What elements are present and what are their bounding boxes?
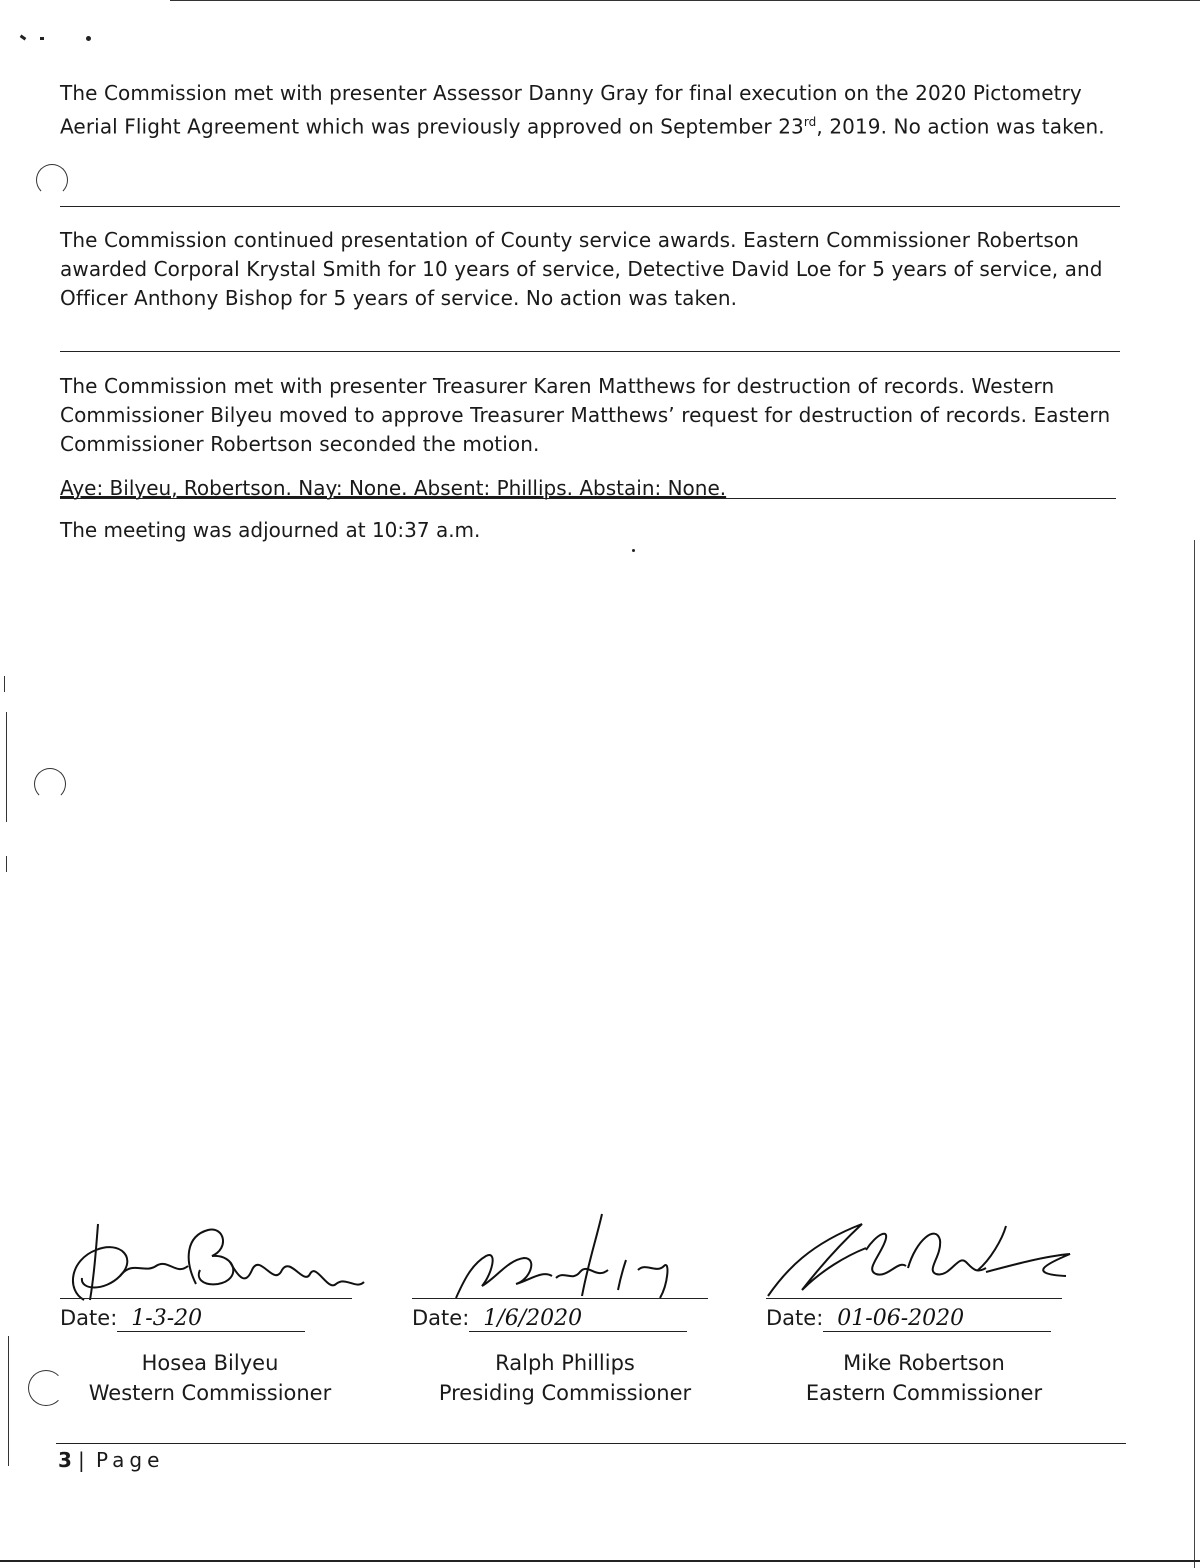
footer-divider: [56, 1443, 1126, 1444]
signature-block-phillips: [412, 1200, 772, 1420]
paragraph-text: , 2019. No action was taken.: [816, 114, 1105, 139]
signatory-name: Mike Robertson: [843, 1351, 1005, 1375]
date-label: Date:: [766, 1306, 824, 1330]
date-label: Date:: [60, 1306, 118, 1330]
page-number: 3: [58, 1448, 72, 1472]
date-field: [60, 1306, 305, 1332]
scan-speck: [632, 549, 635, 552]
signature-block-bilyeu: [60, 1200, 420, 1420]
vote-record: [60, 474, 1116, 499]
scan-speck: [20, 35, 27, 41]
paragraph-service-awards: The Commission continued presentation of County service awards. Eastern Commissioner Robertson awarded Corporal Krystal Smith for 10 years of service, Detective David Loe for 5 years of service, and Officer Anthony Bishop for 5 years of service. No action was taken.: [60, 228, 1103, 310]
paragraph-text: The Commission met with presenter Assessor Danny Gray for final execution on the 2020 Pictometry Aerial Flight Agreement which was previously approved on September 23: [60, 81, 1082, 139]
hole-punch-mark: [36, 164, 68, 196]
handwritten-date: 1/6/2020: [469, 1306, 687, 1332]
scan-left-edge-mark: [8, 1336, 9, 1466]
paragraph-pictometry-agreement: [60, 79, 1120, 142]
hole-punch-mark: [34, 768, 66, 800]
ordinal-suffix: rd: [803, 115, 817, 129]
vote-text: Aye: Bilyeu, Robertson. Nay: None. Absent: Phillips. Abstain: None.: [60, 476, 727, 500]
scan-right-edge-line: [1194, 540, 1195, 1568]
scan-speck: [86, 36, 91, 41]
signatory-title: Western Commissioner: [88, 1381, 332, 1405]
page-label: Page: [96, 1448, 165, 1472]
date-field: [412, 1306, 687, 1332]
date-field: [766, 1306, 1051, 1332]
signatory-name: Hosea Bilyeu: [141, 1351, 279, 1375]
scan-bottom-edge-line: [0, 1560, 1200, 1562]
scan-top-edge-line: [170, 0, 1200, 1]
section-divider: [60, 351, 1120, 352]
handwritten-signature-phillips: [412, 1200, 772, 1310]
page-separator: |: [78, 1448, 85, 1472]
hole-punch-mark: [28, 1370, 64, 1406]
paragraph-destruction-of-records: The Commission met with presenter Treasurer Karen Matthews for destruction of records. Western Commissioner Bilyeu moved to approve Treasurer Matthews’ request for destruction of records. Eastern Commissioner Robertson seconded the motion.: [60, 374, 1111, 456]
signature-line: [60, 1298, 352, 1299]
signatory-title: Presiding Commissioner: [438, 1381, 692, 1405]
handwritten-signature-bilyeu: [60, 1200, 420, 1310]
handwritten-signature-robertson: [766, 1200, 1126, 1310]
scan-left-edge-mark: [6, 712, 7, 822]
adjournment-statement: The meeting was adjourned at 10:37 a.m.: [60, 518, 481, 542]
section-divider: [60, 206, 1120, 207]
date-label: Date:: [412, 1306, 470, 1330]
signatory-name: Ralph Phillips: [495, 1351, 635, 1375]
handwritten-date: 01-06-2020: [823, 1306, 1051, 1332]
signature-line: [412, 1298, 708, 1299]
signature-line: [766, 1298, 1062, 1299]
scan-speck: [40, 37, 44, 40]
handwritten-date: 1-3-20: [117, 1306, 305, 1332]
signature-block-robertson: [766, 1200, 1126, 1420]
scan-left-edge-mark: [6, 856, 7, 872]
signatory-title: Eastern Commissioner: [805, 1381, 1043, 1405]
scan-left-edge-mark: [4, 676, 5, 692]
